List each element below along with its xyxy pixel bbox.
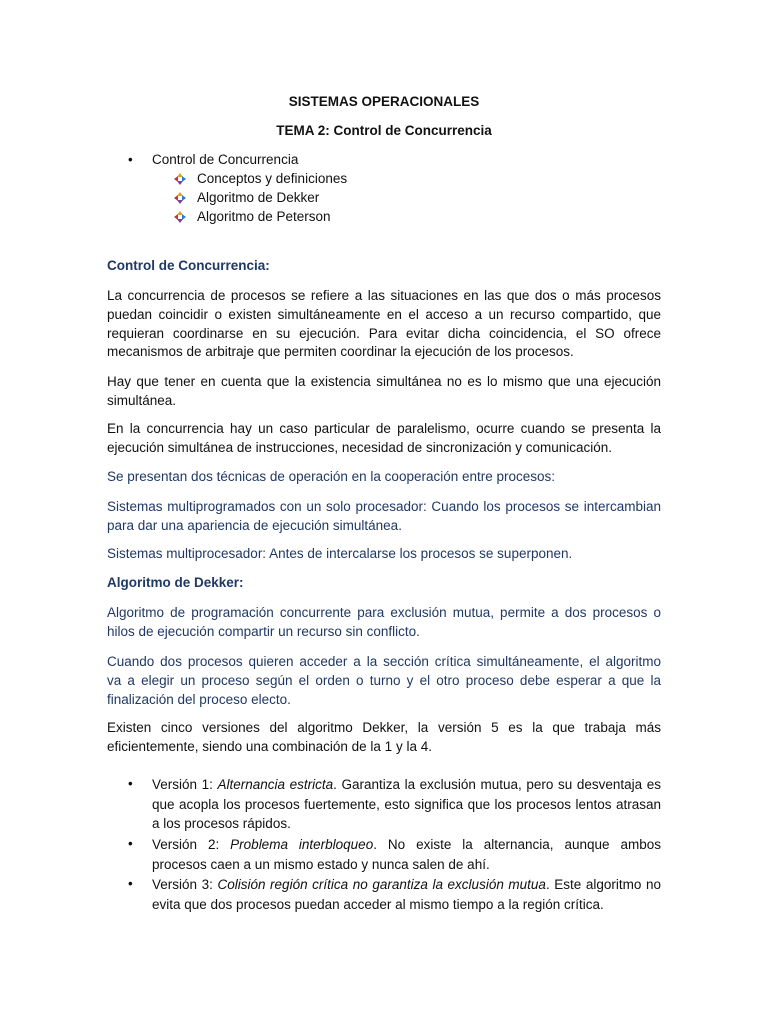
document-title: SISTEMAS OPERACIONALES [288, 94, 480, 109]
four-way-arrow-icon [174, 173, 186, 185]
paragraph-line: En la concurrencia hay un caso particular de paralelismo, ocurre cuando se presenta la [107, 421, 661, 436]
version-label: Versión 2: [152, 837, 231, 852]
version-item [152, 775, 661, 834]
paragraph-line: para dar una apariencia de ejecución simultánea. [107, 517, 402, 533]
version-name: Problema interbloqueo [230, 837, 374, 852]
toc-item-main: Control de Concurrencia [152, 152, 299, 167]
version-item [152, 835, 661, 874]
paragraph-line: Existen cinco versiones del algoritmo Dekker, la versión 5 es la que trabaja más [107, 720, 661, 735]
toc-bullet-dot: • [128, 152, 133, 167]
paragraph-line: puedan coincidir o existen simultáneamente en el acceso a un recurso compartido, que [107, 306, 661, 322]
bullet-dot: • [128, 876, 133, 891]
paragraph-line: simultánea. [107, 392, 177, 408]
version-line: que acopla los procesos fuertemente, esto significa que los procesos lentos atrasan [152, 796, 661, 812]
version-name: Colisión región crítica no garantiza la exclusión mutua [217, 877, 546, 892]
paragraph [107, 468, 661, 487]
four-way-arrow-icon [174, 211, 186, 223]
version-text: . No existe la alternancia, aunque ambos [373, 837, 661, 852]
version-item [152, 875, 661, 914]
paragraph [107, 719, 661, 757]
paragraph [107, 420, 661, 458]
paragraph [107, 604, 661, 642]
paragraph [107, 653, 661, 709]
bullet-dot: • [128, 776, 133, 791]
paragraph-line: mecanismos de arbitraje que permiten coordinar la ejecución de los procesos. [107, 344, 574, 360]
paragraph-line: La concurrencia de procesos se refiere a las situaciones en las que dos o más procesos [107, 288, 661, 303]
version-text: . Garantiza la exclusión mutua, pero su desventaja es [333, 777, 661, 792]
paragraph-line: Algoritmo de programación concurrente para exclusión mutua, permite a dos procesos o [107, 605, 661, 620]
paragraph-line: Se presentan dos técnicas de operación en la cooperación entre procesos: [107, 469, 556, 484]
version-label: Versión 1: [152, 777, 218, 792]
version-label: Versión 3: [152, 877, 218, 892]
paragraph [107, 545, 661, 564]
paragraph-line: Sistemas multiprogramados con un solo procesador: Cuando los procesos se intercambian [107, 499, 661, 514]
paragraph-line: Sistemas multiprocesador: Antes de intercalarse los procesos se superponen. [107, 546, 573, 561]
version-line: a los procesos rápidos. [152, 816, 291, 831]
paragraph-line: finalización del proceso electo. [107, 691, 291, 707]
paragraph [107, 287, 661, 362]
version-line [152, 875, 661, 895]
paragraph-line: va a elegir un proceso según el orden o turno y el otro proceso debe esperar a que la [107, 672, 661, 688]
version-text: . Este algoritmo no [545, 877, 661, 892]
bullet-dot: • [128, 836, 133, 851]
paragraph-line: eficientemente, siendo una combinación de la 1 y la 4. [107, 738, 432, 754]
version-line: procesos caen a un mismo estado y nunca salen de ahí. [152, 856, 490, 872]
section-heading-dekker: Algoritmo de Dekker: [107, 575, 244, 590]
section-heading-concurrencia: Control de Concurrencia: [107, 258, 270, 273]
paragraph-line: Cuando dos procesos quieren acceder a la sección crítica simultáneamente, el algoritmo [107, 654, 661, 669]
paragraph-line: requieran coordinarse en su ejecución. Para evitar dicha coincidencia, el SO ofrece [107, 325, 661, 341]
four-way-arrow-icon [174, 192, 186, 204]
paragraph-line: ejecución simultánea de instrucciones, necesidad de sincronización y comunicación. [107, 439, 613, 455]
toc-subitem: Algoritmo de Peterson [197, 209, 331, 224]
toc-subitem: Algoritmo de Dekker [197, 190, 320, 205]
version-line [152, 835, 661, 855]
paragraph [107, 373, 661, 411]
toc-subitem: Conceptos y definiciones [197, 171, 348, 186]
version-line: evita que dos procesos puedan acceder al mismo tiempo a la región crítica. [152, 896, 604, 912]
paragraph [107, 498, 661, 536]
paragraph-line: hilos de ejecución compartir un recurso sin conflicto. [107, 623, 420, 639]
version-line [152, 775, 661, 795]
paragraph-line: Hay que tener en cuenta que la existencia simultánea no es lo mismo que una ejecución [107, 374, 661, 389]
version-name: Alternancia estricta [217, 777, 334, 792]
document-subtitle: TEMA 2: Control de Concurrencia [276, 123, 492, 138]
